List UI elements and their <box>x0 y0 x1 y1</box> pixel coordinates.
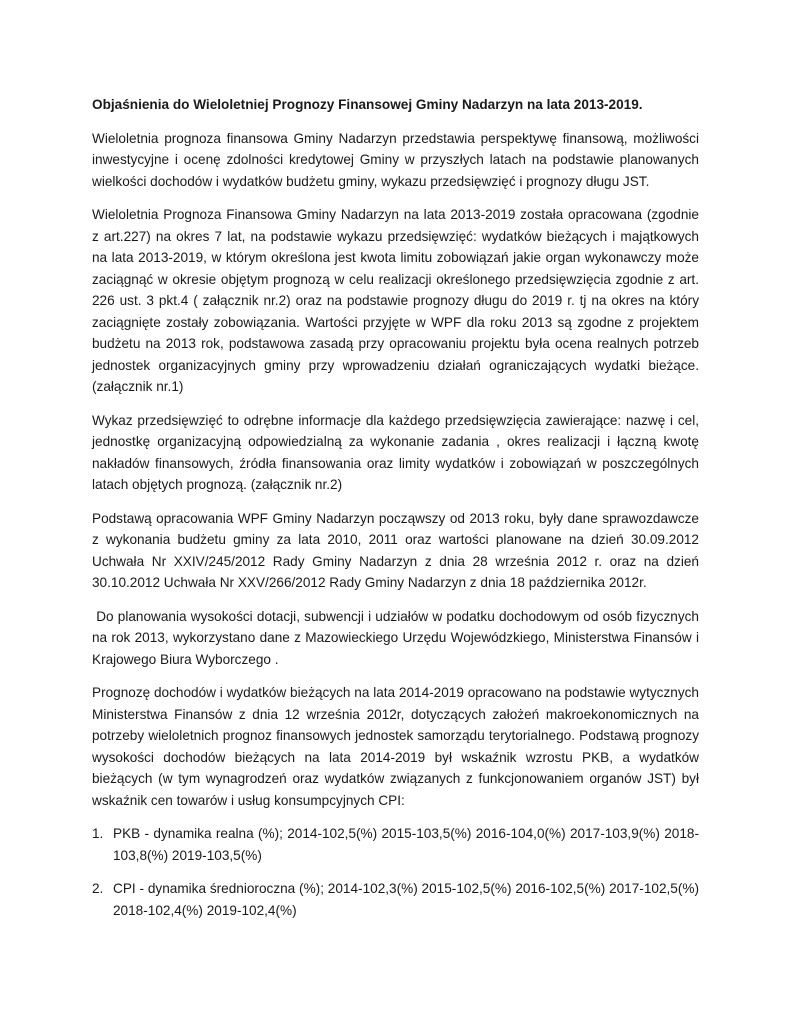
document-title: Objaśnienia do Wieloletniej Prognozy Finansowej Gminy Nadarzyn na lata 2013-2019. <box>92 97 643 112</box>
list-item-number: 2. <box>92 881 104 896</box>
indicator-list <box>92 823 699 921</box>
paragraph-intro: Wieloletnia prognoza finansowa Gminy Nadarzyn przedstawia perspektywę finansową, możliwości inwestycyjne i ocenę zdolności kredytowej Gminy w przyszłych latach na podstawie planowanych wielkości dochodów i wydatków budżetu gminy, wykazu przedsięwzięć i prognozy długu JST. <box>92 130 699 189</box>
list-item-text: PKB - dynamika realna (%); 2014-102,5(%) 2015-103,5(%) 2016-104,0(%) 2017-103,9(%) 2018-103,8(%) 2019-103,5(%) <box>113 826 699 863</box>
list-item <box>92 878 699 921</box>
list-item <box>92 823 699 866</box>
paragraph-forecast: Prognozę dochodów i wydatków bieżących na lata 2014-2019 opracowano na podstawie wytycznych Ministerstwa Finansów z dnia 12 września 2012r, dotyczących założeń makroekonomicznych na potrzeby wieloletnich prognoz finansowych jednostek samorządu terytorialnego. Podstawą prognozy wysokości dochodów bieżących na lata 2014-2019 był wskaźnik wzrostu PKB, a wydatków bieżących (w tym wynagrodzeń oraz wydatków związanych z funkcjonowaniem organów JST) był wskaźnik cen towarów i usług konsumpcyjnych CPI: <box>92 685 699 808</box>
document-page <box>92 94 703 933</box>
paragraph-basis: Podstawą opracowania WPF Gminy Nadarzyn począwszy od 2013 roku, były dane sprawozdawcze z wykonania budżetu gminy za lata 2010, 2011 oraz wartości planowane na dzień 30.09.2012 Uchwała Nr XXIV/245/2012 Rady Gminy Nadarzyn z dnia 28 września 2012 r. oraz na dzień 30.10.2012 Uchwała Nr XXV/266/2012 Rady Gminy Nadarzyn z dnia 18 października 2012r. <box>92 510 699 590</box>
list-item-number: 1. <box>92 826 104 841</box>
list-item-text: CPI - dynamika średnioroczna (%); 2014-102,3(%) 2015-102,5(%) 2016-102,5(%) 2017-102,5(%) 2018-102,4(%) 2019-102,4(%) <box>113 881 699 918</box>
paragraph-projects-list: Wykaz przedsięwzięć to odrębne informacje dla każdego przedsięwzięcia zawierające: nazwę i cel, jednostkę organizacyjną odpowiedzialną za wykonanie zadania , okres realizacji i łączną kwotę nakładów finansowych, źródła finansowania oraz limity wydatków i zobowiązań w poszczególnych latach objętych prognozą. (załącznik nr.2) <box>92 412 699 492</box>
paragraph-subsidies: Do planowania wysokości dotacji, subwencji i udziałów w podatku dochodowym od osób fizycznych na rok 2013, wykorzystano dane z Mazowieckiego Urzędu Wojewódzkiego, Ministerstwa Finansów i Krajowego Biura Wyborczego . <box>92 608 703 667</box>
paragraph-wpf-scope: Wieloletnia Prognoza Finansowa Gminy Nadarzyn na lata 2013-2019 została opracowana (zgodnie z art.227) na okres 7 lat, na podstawie wykazu przedsięwzięć: wydatków bieżących i majątkowych na lata 2013-2019, w którym określona jest kwota limitu zobowiązań jakie organ wykonawczy może zaciągnąć w okresie objętym prognozą w celu realizacji określonego przedsięwzięcia zgodnie z art. 226 ust. 3 pkt.4 ( załącznik nr.2) oraz na podstawie prognozy długu do 2019 r. tj na okres na który zaciągnięte zostały zobowiązania. Wartości przyjęte w WPF dla roku 2013 są zgodne z projektem budżetu na 2013 rok, podstawowa zasadą przy opracowaniu projektu była ocena realnych potrzeb jednostek organizacyjnych gminy przy wprowadzeniu działań ograniczających wydatki bieżące. (załącznik nr.1) <box>92 207 699 394</box>
